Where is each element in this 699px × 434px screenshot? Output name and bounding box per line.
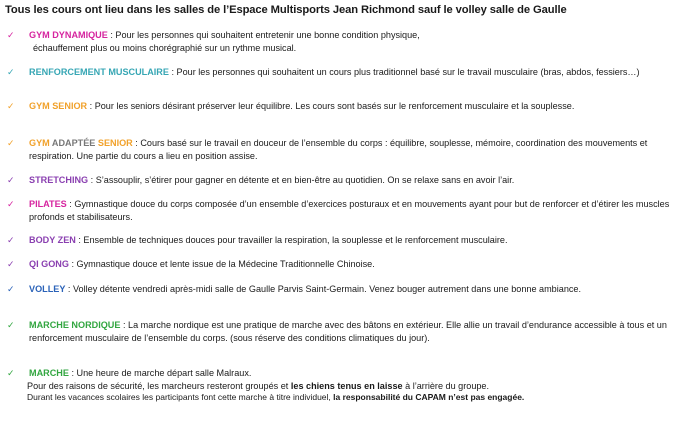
- check-icon: ✓: [7, 284, 15, 294]
- course-description: : Pour les personnes qui souhaitent un cours plus traditionnel basé sur le travail musculaire (bras, abdos, fessiers…): [168, 67, 640, 77]
- marche-holiday-note: [27, 391, 524, 404]
- course-name: VOLLEY: [29, 284, 66, 294]
- check-icon: ✓: [7, 368, 15, 378]
- course-name: GYM DYNAMIQUE: [29, 30, 108, 40]
- check-icon: ✓: [7, 259, 15, 269]
- course-description: : Gymnastique douce et lente issue de la Médecine Traditionnelle Chinoise.: [68, 259, 375, 269]
- note-text: Durant les vacances scolaires les participants font cette marche à titre individuel,: [27, 392, 334, 402]
- check-icon: ✓: [7, 30, 15, 40]
- course-name: QI GONG: [29, 259, 69, 269]
- check-icon: ✓: [7, 199, 15, 209]
- check-icon: ✓: [7, 320, 15, 330]
- check-icon: ✓: [7, 138, 15, 148]
- check-icon: ✓: [7, 67, 15, 77]
- course-description: : La marche nordique est une pratique de marche avec des bâtons en extérieur. Elle allie un travail d’endurance accessible à tous et un renforcement musculaire de l’ensemble du corps. (sous réserve des conditions climatiques du jour).: [29, 320, 667, 343]
- course-description: : Gymnastique douce du corps composée d’un ensemble d’exercices posturaux et en mouvements ayant pour but de renforcer et d’étirer les muscles profonds et stabilisateurs.: [29, 199, 670, 222]
- course-name: MARCHE NORDIQUE: [29, 320, 121, 330]
- check-icon: ✓: [7, 175, 15, 185]
- course-description: : Pour les personnes qui souhaitent entretenir une bonne condition physique,: [107, 30, 420, 40]
- check-icon: ✓: [7, 101, 15, 111]
- check-icon: ✓: [7, 235, 15, 245]
- course-name-part3: SENIOR: [95, 138, 133, 148]
- course-name: STRETCHING: [29, 175, 89, 185]
- course-name-part1: GYM: [29, 138, 52, 148]
- course-description: : Pour les seniors désirant préserver leur équilibre. Les cours sont basés sur le renforcement musculaire et la souplesse.: [87, 101, 575, 111]
- course-description: : Une heure de marche départ salle Malraux.: [68, 368, 252, 378]
- course-description: : Ensemble de techniques douces pour travailler la respiration, la souplesse et le renforcement musculaire.: [75, 235, 508, 245]
- page-title: Tous les cours ont lieu dans les salles de l’Espace Multisports Jean Richmond sauf le volley salle de Gaulle: [5, 4, 567, 16]
- note-bold: les chiens tenus en laisse: [290, 381, 403, 391]
- course-name: RENFORCEMENT MUSCULAIRE: [29, 67, 169, 77]
- course-description: : Volley détente vendredi après-midi salle de Gaulle Parvis Saint-Germain. Venez bouger autrement dans une bonne ambiance.: [65, 284, 582, 294]
- note-text: Pour des raisons de sécurité, les marcheurs resteront groupés et: [27, 381, 291, 391]
- course-name-part2: ADAPTÉE: [51, 138, 96, 148]
- note-bold: la responsabilité du CAPAM n’est pas engagée.: [333, 392, 525, 402]
- course-name: GYM SENIOR: [29, 101, 88, 111]
- course-description-line2: échauffement plus ou moins chorégraphié sur un rythme musical.: [33, 42, 297, 53]
- course-name: BODY ZEN: [29, 235, 76, 245]
- course-name: PILATES: [29, 199, 67, 209]
- course-description: : Cours basé sur le travail en douceur de l’ensemble du corps : équilibre, souplesse, mémoire, coordination des mouvements et respiration. Une partie du cours a lieu en position assise.: [29, 138, 648, 161]
- note-text-end: à l’arrière du groupe.: [402, 381, 490, 391]
- course-description: : S’assouplir, s’étirer pour gagner en détente et en bien-être au quotidien. On se relaxe sans en avoir l’air.: [88, 175, 515, 185]
- course-name: MARCHE: [29, 368, 69, 378]
